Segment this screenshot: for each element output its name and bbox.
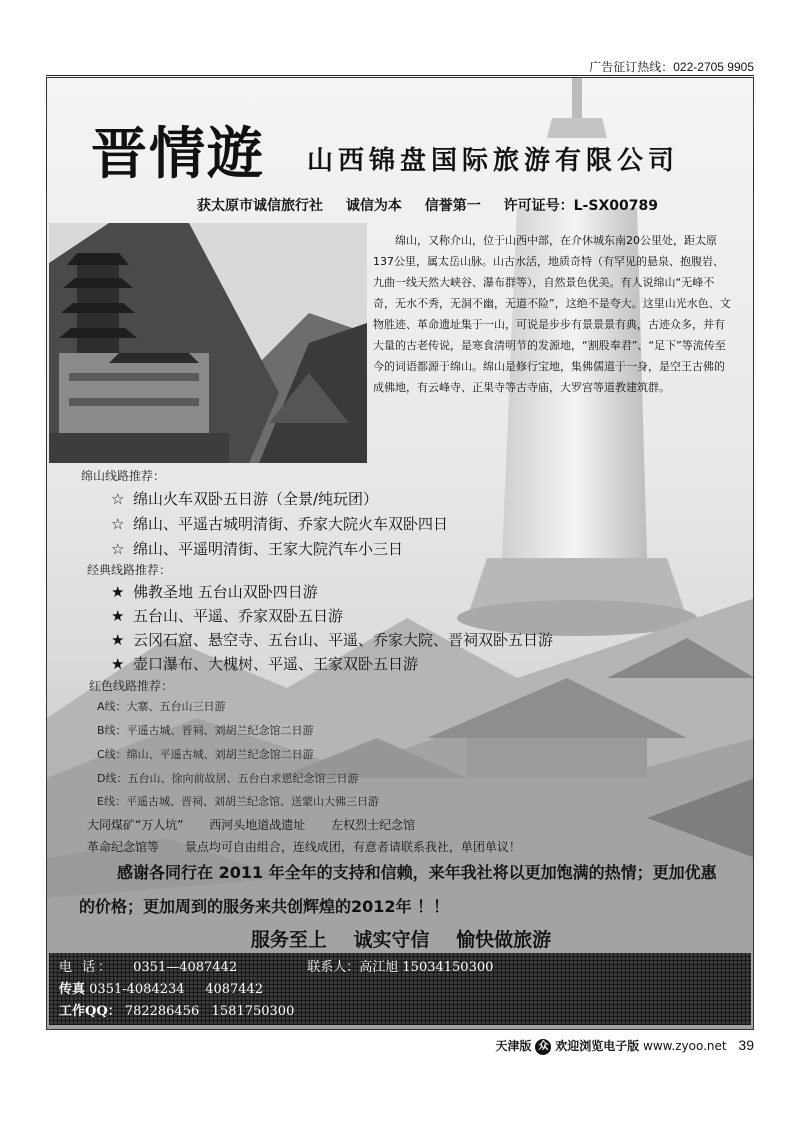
slogan-part: 服务至上	[250, 929, 327, 951]
red-route-d: D线：五台山、徐向前故居、五台白求恩纪念馆三日游	[97, 772, 359, 785]
zhong-logo-icon: 众	[535, 1039, 551, 1055]
route-label: 云冈石窟、悬空寺、五台山、平遥、乔家大院、晋祠双卧五日游	[133, 631, 554, 649]
star-outline-icon: ☆	[111, 515, 125, 533]
classic-route-1	[111, 581, 318, 602]
company-name: 山西锦盘国际旅游有限公司	[307, 146, 680, 176]
fax-value: 0351-4084234 4087442	[89, 982, 264, 997]
red-site: 左权烈士纪念馆	[331, 818, 416, 832]
tagline	[197, 195, 676, 215]
slogan-part: 诚实守信	[353, 929, 430, 951]
logo-text: 晋情遊	[91, 121, 265, 187]
red-route-c: C线：绵山、平遥古城、刘胡兰纪念馆二日游	[97, 748, 314, 761]
route-label: 佛教圣地 五台山双卧四日游	[133, 583, 318, 601]
mianshan-intro: 绵山，又称介山，位于山西中部，在介休城东南20公里处，距太原137公里，属太岳山脉。山古水活，地质奇特（有罕见的悬泉、抱腹岩、九曲一线天然大峡谷、瀑布群等），自然景色优美。有人说绵山“无峰不奇，无水不秀，无洞不幽，无道不险”，这绝不是夸大。这里山光水色、文物胜迹、革命遗址集于一山，可说是步步有景景景有典，古迹众多，并有大量的古老传说，是寒食清明节的发源地，“割股奉君”、“足下”等流传至今的词语都源于绵山。绵山是修行宝地，集佛儒道于一身，是空王古佛的成佛地，有云峰寺、正果寺等古寺庙，大罗宫等道教建筑群。	[373, 234, 731, 394]
red-route-e: E线：平遥古城、晋祠、刘胡兰纪念馆、送蒙山大佛三日游	[97, 795, 379, 808]
slogan	[47, 925, 754, 952]
mianshan-routes-heading: 绵山线路推荐：	[81, 469, 166, 483]
contact-person: 联系人：高江旭 15034150300	[307, 960, 494, 975]
star-filled-icon: ★	[111, 655, 125, 673]
edition-label: 天津版	[495, 1039, 532, 1053]
classic-route-2	[111, 605, 343, 626]
star-outline-icon: ☆	[111, 490, 125, 508]
route-label: 绵山、平遥明清街、王家大院汽车小三日	[133, 540, 404, 558]
tagline-motto-1: 诚信为本	[345, 198, 402, 214]
license-number: 许可证号：L-SX00789	[503, 198, 658, 214]
phone-value: 0351—4087442	[133, 960, 238, 975]
ad-hotline: 广告征订热线：022-2705 9905	[589, 60, 754, 74]
star-filled-icon: ★	[111, 583, 125, 601]
route-label: 绵山火车双卧五日游（全景/纯玩团）	[133, 490, 379, 508]
star-filled-icon: ★	[111, 607, 125, 625]
red-site: 大同煤矿“万人坑”	[87, 818, 184, 832]
mianshan-route-2	[111, 513, 448, 534]
website-link[interactable]: www.zyoo.net	[643, 1039, 727, 1053]
red-sites-note	[87, 838, 521, 855]
fax-label: 传真	[59, 982, 86, 997]
qq-value: 782286456 1581750300	[124, 1004, 295, 1019]
star-outline-icon: ☆	[111, 540, 125, 558]
qq-label: 工作QQ：	[59, 1004, 121, 1019]
tagline-motto-2: 信誉第一	[424, 198, 481, 214]
slogan-part: 愉快做旅游	[456, 929, 552, 951]
star-filled-icon: ★	[111, 631, 125, 649]
contact-panel	[49, 953, 751, 1025]
qq-row	[59, 1000, 294, 1019]
welcome-text: 欢迎浏览电子版	[555, 1039, 640, 1053]
classic-routes-heading: 经典线路推荐：	[87, 563, 172, 577]
route-label: 五台山、平遥、乔家双卧五日游	[133, 607, 344, 625]
top-bar	[46, 58, 754, 76]
classic-route-4	[111, 653, 418, 674]
phone-label: 电 话：	[59, 960, 115, 975]
red-site: 西河头地道战遗址	[209, 818, 306, 832]
red-route-a: A线：大寨、五台山三日游	[97, 700, 226, 713]
red-site: 革命纪念馆等	[87, 840, 160, 854]
combination-note: 景点均可自由组合，连线成团，有意者请联系我社，单团单议！	[184, 840, 521, 854]
mianshan-route-3	[111, 538, 403, 559]
thanks-message: 感谢各同行在 2011 年全年的支持和信赖，来年我社将以更加饱满的热情；更加优惠的价格；更加周到的服务来共创辉煌的2012年 ！！	[79, 863, 717, 916]
red-sites-list	[87, 816, 437, 833]
page-footer	[496, 1037, 754, 1055]
route-label: 绵山、平遥古城明清街、乔家大院火车双卧四日	[133, 515, 449, 533]
mianshan-route-1	[111, 488, 378, 509]
classic-route-3	[111, 629, 553, 650]
mianshan-temple-photo	[49, 223, 367, 463]
page-number: 39	[738, 1037, 754, 1053]
phone-row	[59, 956, 493, 975]
fax-row	[59, 978, 263, 997]
advertisement	[46, 77, 754, 1030]
route-label: 壶口瀑布、大槐树、平遥、王家双卧五日游	[133, 655, 419, 673]
red-routes-heading: 红色线路推荐：	[89, 679, 174, 693]
red-route-b: B线：平遥古城、晋祠、刘胡兰纪念馆二日游	[97, 724, 314, 737]
tagline-award: 获太原市诚信旅行社	[197, 198, 323, 214]
